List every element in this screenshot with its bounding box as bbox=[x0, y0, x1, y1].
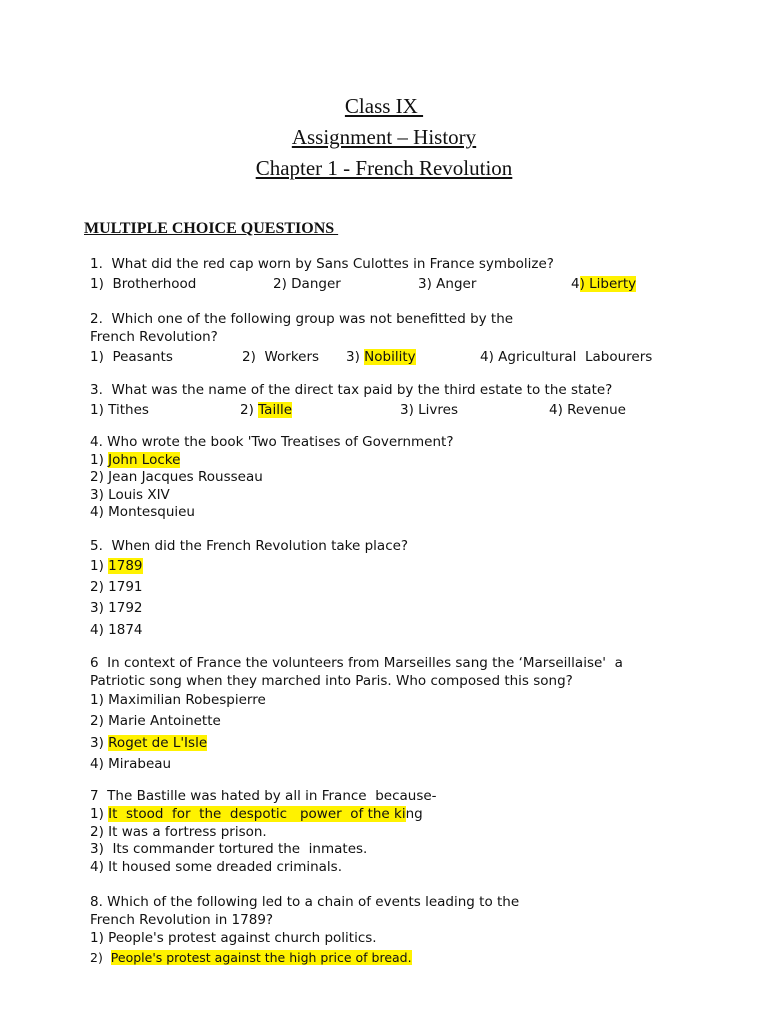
option-number: 3) bbox=[346, 349, 360, 365]
option-number: 2) bbox=[240, 402, 254, 418]
option-text: Danger bbox=[291, 276, 341, 292]
option-number: 2) bbox=[90, 579, 104, 595]
option-number: 4) bbox=[90, 504, 104, 520]
q6-option-2 bbox=[90, 715, 221, 729]
question-7-text: 7 The Bastille was hated by all in France because- bbox=[90, 788, 437, 804]
question-1-text: 1. What did the red cap worn by Sans Culottes in France symbolize? bbox=[90, 256, 554, 272]
question-6-text: 6 In context of France the volunteers from Marseilles sang the ‘Marseillaise' a bbox=[90, 655, 623, 671]
option-number: 1) bbox=[90, 558, 104, 574]
q2-option-3 bbox=[346, 351, 416, 365]
q3-option-2 bbox=[240, 404, 292, 418]
option-text: Peasants bbox=[112, 349, 173, 365]
option-text: Maximilian Robespierre bbox=[108, 692, 266, 708]
q5-option-2 bbox=[90, 581, 143, 595]
option-number: 2) bbox=[90, 950, 103, 965]
assignment-title: Assignment – History bbox=[291, 125, 477, 149]
option-text: Revenue bbox=[567, 402, 626, 418]
option-text: 1791 bbox=[108, 579, 143, 595]
question-2-options bbox=[90, 351, 688, 369]
option-text: Anger bbox=[436, 276, 477, 292]
q8-option-1 bbox=[90, 932, 377, 946]
option-text-answer: It stood for the despotic power of the ki bbox=[108, 806, 406, 822]
section-heading: MULTIPLE CHOICE QUESTIONS bbox=[84, 220, 339, 237]
option-number: 1) bbox=[90, 402, 104, 418]
question-2-text-cont: French Revolution? bbox=[90, 329, 218, 345]
option-number: 3) bbox=[90, 841, 104, 857]
option-text: Brotherhood bbox=[112, 276, 197, 292]
question-2-text: 2. Which one of the following group was not benefitted by the bbox=[90, 311, 514, 327]
q7-option-1 bbox=[90, 808, 423, 822]
option-number: 1) bbox=[90, 349, 104, 365]
option-text: Louis XIV bbox=[108, 487, 170, 503]
option-text-tail: ng bbox=[405, 806, 423, 822]
option-number: 1) bbox=[90, 452, 104, 468]
option-number: 1) bbox=[90, 806, 104, 822]
q5-option-3 bbox=[90, 602, 143, 616]
option-number: 1) bbox=[90, 930, 104, 946]
option-text: 1792 bbox=[108, 600, 143, 616]
option-text-answer: 1789 bbox=[108, 558, 143, 574]
question-4-text: 4. Who wrote the book 'Two Treatises of Government? bbox=[90, 434, 454, 450]
option-number: 2) bbox=[90, 713, 104, 729]
q8-option-2 bbox=[90, 952, 412, 965]
option-number: 2) bbox=[90, 469, 104, 485]
question-3-options bbox=[90, 404, 688, 422]
option-text: Workers bbox=[264, 349, 320, 365]
question-8-text-cont: French Revolution in 1789? bbox=[90, 912, 274, 928]
option-text-answer: Nobility bbox=[364, 349, 416, 365]
option-text: Montesquieu bbox=[108, 504, 195, 520]
question-5-text: 5. When did the French Revolution take place? bbox=[90, 538, 409, 554]
q2-option-4 bbox=[480, 351, 652, 365]
option-number: 4 bbox=[571, 276, 580, 292]
q4-option-2 bbox=[90, 471, 263, 485]
option-text: It housed some dreaded criminals. bbox=[108, 859, 343, 875]
q7-option-2 bbox=[90, 826, 267, 840]
q6-option-3 bbox=[90, 737, 207, 751]
option-number: 4) bbox=[480, 349, 494, 365]
q2-option-1 bbox=[90, 351, 173, 365]
q1-option-2 bbox=[273, 278, 341, 292]
option-text-answer: ) Liberty bbox=[579, 276, 637, 292]
option-number: 2) bbox=[242, 349, 256, 365]
option-text: Tithes bbox=[108, 402, 149, 418]
option-number: 3) bbox=[400, 402, 414, 418]
option-text: Its commander tortured the inmates. bbox=[108, 841, 368, 857]
q7-option-4 bbox=[90, 861, 342, 875]
q4-option-4 bbox=[90, 506, 195, 520]
q3-option-1 bbox=[90, 404, 149, 418]
question-6-text-cont: Patriotic song when they marched into Paris. Who composed this song? bbox=[90, 673, 573, 689]
question-8-text: 8. Which of the following led to a chain of events leading to the bbox=[90, 894, 520, 910]
option-number: 3) bbox=[90, 487, 104, 503]
q3-option-4 bbox=[549, 404, 626, 418]
class-title: Class IX bbox=[344, 94, 424, 118]
option-text: Mirabeau bbox=[108, 756, 172, 772]
q5-option-4 bbox=[90, 624, 143, 638]
option-text: Agricultural Labourers bbox=[498, 349, 653, 365]
option-number: 1) bbox=[90, 692, 104, 708]
q6-option-1 bbox=[90, 694, 266, 708]
option-number: 4) bbox=[549, 402, 563, 418]
option-text-answer: People's protest against the high price of bread. bbox=[110, 950, 412, 965]
option-text-answer: Taille bbox=[258, 402, 292, 418]
option-number: 3) bbox=[90, 600, 104, 616]
question-1-options bbox=[90, 278, 688, 296]
option-number: 3) bbox=[90, 735, 104, 751]
q2-option-2 bbox=[242, 351, 319, 365]
chapter-title: Chapter 1 - French Revolution bbox=[255, 156, 513, 180]
q5-option-1 bbox=[90, 560, 143, 574]
q7-option-3 bbox=[90, 843, 367, 857]
option-text-answer: Roget de L'Isle bbox=[108, 735, 208, 751]
option-number: 4) bbox=[90, 859, 104, 875]
q1-option-4 bbox=[571, 278, 636, 292]
option-number: 2) bbox=[90, 824, 104, 840]
option-number: 4) bbox=[90, 756, 104, 772]
option-text: People's protest against church politics. bbox=[108, 930, 377, 946]
option-text: Livres bbox=[418, 402, 459, 418]
option-text: Jean Jacques Rousseau bbox=[108, 469, 263, 485]
question-3-text: 3. What was the name of the direct tax paid by the third estate to the state? bbox=[90, 382, 613, 398]
q6-option-4 bbox=[90, 758, 171, 772]
option-number: 1) bbox=[90, 276, 104, 292]
option-number: 4) bbox=[90, 622, 104, 638]
option-text: 1874 bbox=[108, 622, 143, 638]
q1-option-1 bbox=[90, 278, 196, 292]
q1-option-3 bbox=[418, 278, 476, 292]
q4-option-3 bbox=[90, 489, 170, 503]
option-number: 2) bbox=[273, 276, 287, 292]
option-text-answer: John Locke bbox=[108, 452, 181, 468]
q4-option-1 bbox=[90, 454, 180, 468]
option-number: 3) bbox=[418, 276, 432, 292]
option-text: Marie Antoinette bbox=[108, 713, 221, 729]
option-text: It was a fortress prison. bbox=[108, 824, 267, 840]
q3-option-3 bbox=[400, 404, 458, 418]
